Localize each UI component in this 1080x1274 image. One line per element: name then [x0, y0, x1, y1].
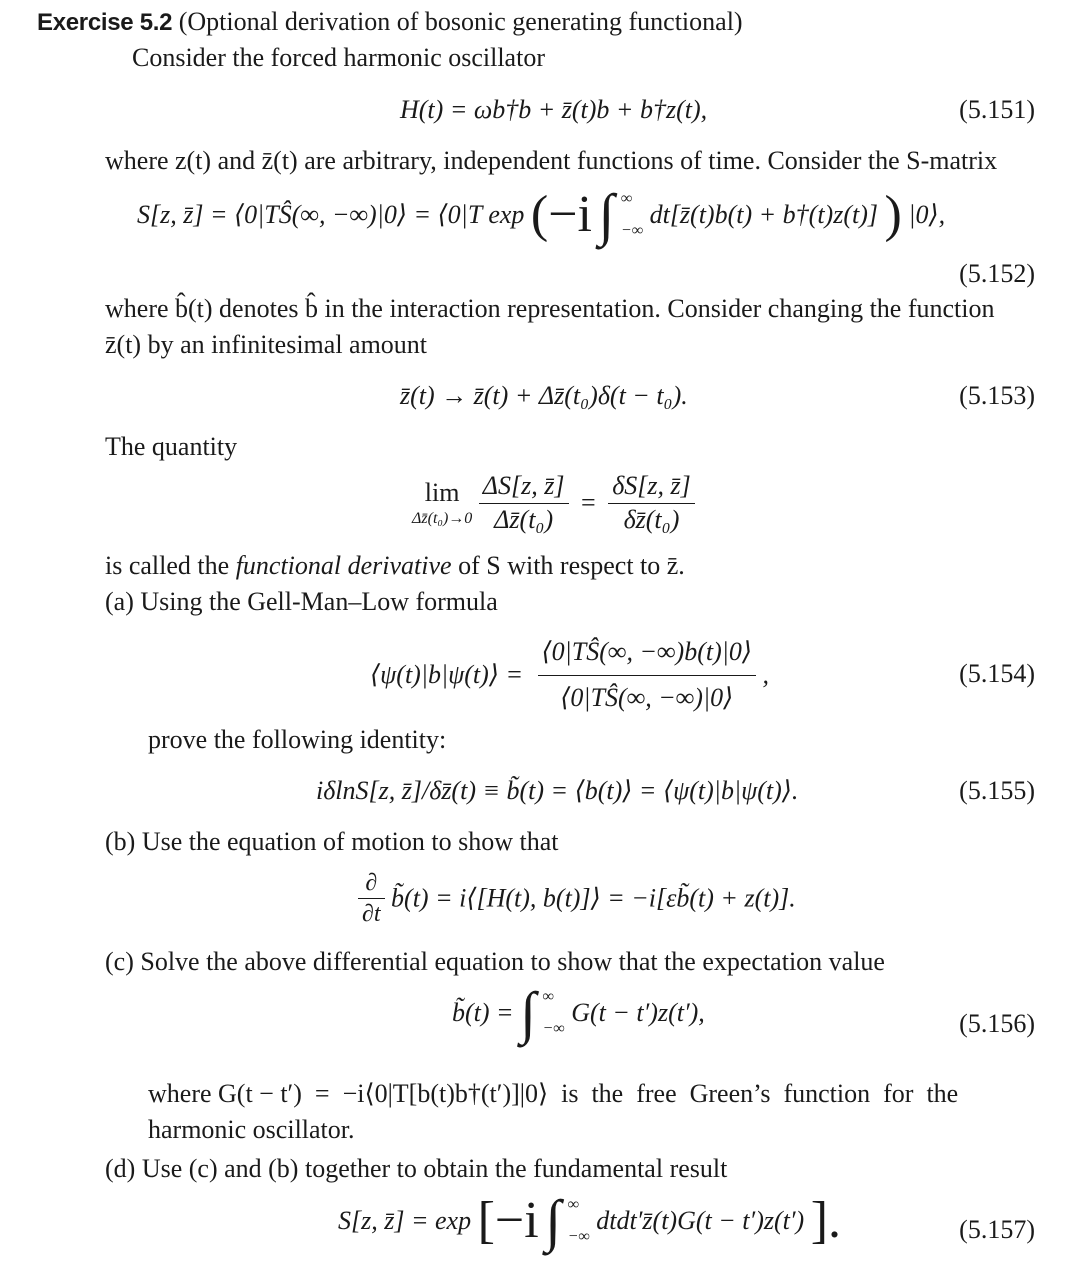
lower-limit: −∞	[620, 222, 644, 239]
part-d-heading: (d) Use (c) and (b) together to obtain the fundamental result	[105, 1154, 728, 1183]
integral-sign: ∫	[598, 182, 615, 247]
equation-number-5-153: (5.153)	[959, 381, 1035, 410]
lower-limit: −∞	[567, 1228, 590, 1245]
close-paren: )	[884, 186, 902, 243]
exercise-header	[37, 6, 743, 39]
part-c-heading: (c) Solve the above differential equation to show that the expectation value	[105, 947, 885, 976]
s-matrix-tail: |0⟩,	[908, 199, 946, 229]
integrand: dtdt′z̄(t)G(t − t′)z(t′)	[596, 1205, 805, 1235]
lim-word: lim	[424, 477, 460, 507]
equation-number-5-155: (5.155)	[959, 776, 1035, 805]
integral-sign: ∫	[545, 1188, 562, 1253]
numerator: δS[z, z̄]	[608, 470, 695, 504]
equation-number-5-151: (5.151)	[959, 95, 1035, 124]
motion-rhs: b̃(t) = i⟨[H(t), b(t)]⟩ = −i[εb̃(t) + z(t)].	[391, 883, 796, 913]
functional-derivative-equation	[412, 470, 695, 536]
equation-5-154	[370, 636, 769, 714]
equation-5-157	[338, 1188, 842, 1253]
equation-number-5-152: (5.152)	[959, 259, 1035, 288]
equation-5-151: H(t) = ωb†b + z̄(t)b + b†z(t),	[400, 95, 708, 124]
prove-text: prove the following identity:	[148, 725, 447, 754]
greens-function-text-2: harmonic oscillator.	[148, 1115, 355, 1144]
s-functional-lhs: S[z, z̄] = exp	[338, 1205, 472, 1235]
exercise-label: Exercise 5.2	[37, 9, 173, 36]
paragraph-interaction-2: z̄(t) by an infinitesimal amount	[105, 330, 428, 359]
equation-5-153: z̄(t) → z̄(t) + Δz̄(t₀)δ(t − t₀).	[400, 381, 688, 410]
denominator: Δz̄(t₀)	[494, 504, 554, 534]
functional-derivative	[608, 470, 695, 536]
lower-limit: −∞	[542, 1020, 565, 1037]
difference-quotient	[479, 470, 569, 536]
part-a-heading: (a) Using the Gell-Man–Low formula	[105, 587, 498, 616]
equation-of-motion	[358, 868, 796, 929]
limit	[412, 477, 472, 530]
integral-limits	[568, 1197, 590, 1245]
equation-5-155: iδlnS[z, z̄]/δz̄(t) ≡ b̃(t) = ⟨b(t)⟩ = ⟨ψ(t)|b|ψ(t)⟩.	[316, 776, 799, 805]
numerator: ⟨0|TŜ(∞, −∞)b(t)|0⟩	[538, 636, 757, 676]
equation-5-156	[452, 980, 705, 1045]
expectation-lhs: ⟨ψ(t)|b|ψ(t)⟩ =	[370, 659, 524, 689]
gell-mann-low-fraction	[538, 636, 757, 714]
open-bracket: [−i	[477, 1192, 539, 1249]
s-matrix-lhs: S[z, z̄] = ⟨0|TŜ(∞, −∞)|0⟩ = ⟨0|T exp	[137, 199, 525, 229]
text: is called the	[105, 551, 236, 580]
emphasis-term: functional derivative	[235, 551, 452, 580]
lim-subscript: Δz̄(t₀)→0	[412, 510, 473, 528]
intro-text: Consider the forced harmonic oscillator	[132, 43, 545, 72]
comma: ,	[762, 659, 770, 689]
integrand: G(t − t′)z(t′),	[571, 997, 705, 1027]
open-paren: (−i	[530, 186, 592, 243]
denominator: ⟨0|TŜ(∞, −∞)|0⟩	[560, 682, 734, 712]
equals: =	[581, 487, 596, 517]
upper-limit: ∞	[567, 1196, 579, 1213]
equation-number-5-157: (5.157)	[959, 1215, 1035, 1244]
denominator: ∂t	[362, 901, 381, 927]
equation-5-152	[137, 182, 946, 247]
equation-number-5-156: (5.156)	[959, 1009, 1035, 1038]
upper-limit: ∞	[620, 190, 633, 207]
paragraph-interaction-1: where b̂(t) denotes b̂ in the interaction representation. Consider changing the function	[105, 294, 995, 323]
upper-limit: ∞	[542, 988, 554, 1005]
equation-number-5-154: (5.154)	[959, 659, 1035, 688]
close-bracket: ].	[810, 1192, 842, 1249]
numerator: ΔS[z, z̄]	[479, 470, 569, 504]
text: of S with respect to z̄.	[451, 551, 685, 580]
integrand: dt[z̄(t)b(t) + b†(t)z(t)]	[649, 199, 878, 229]
paragraph-functional-derivative	[105, 550, 685, 583]
denominator: δz̄(t₀)	[623, 504, 680, 534]
quantity-label: The quantity	[105, 432, 238, 461]
integral-sign: ∫	[520, 980, 536, 1045]
b-tilde-lhs: b̃(t) =	[452, 997, 514, 1027]
part-b-heading: (b) Use the equation of motion to show that	[105, 827, 559, 856]
paragraph-functions: where z(t) and z̄(t) are arbitrary, independent functions of time. Consider the S-matrix	[105, 146, 998, 175]
integral-limits	[621, 191, 643, 239]
partial-derivative	[358, 868, 385, 929]
numerator: ∂	[358, 868, 385, 899]
integral-limits	[542, 989, 564, 1037]
greens-function-text-1: where G(t − t′) = −i⟨0|T[b(t)b†(t′)]|0⟩ is the free Green’s function for the	[148, 1079, 959, 1108]
exercise-title: (Optional derivation of bosonic generating functional)	[178, 7, 743, 36]
